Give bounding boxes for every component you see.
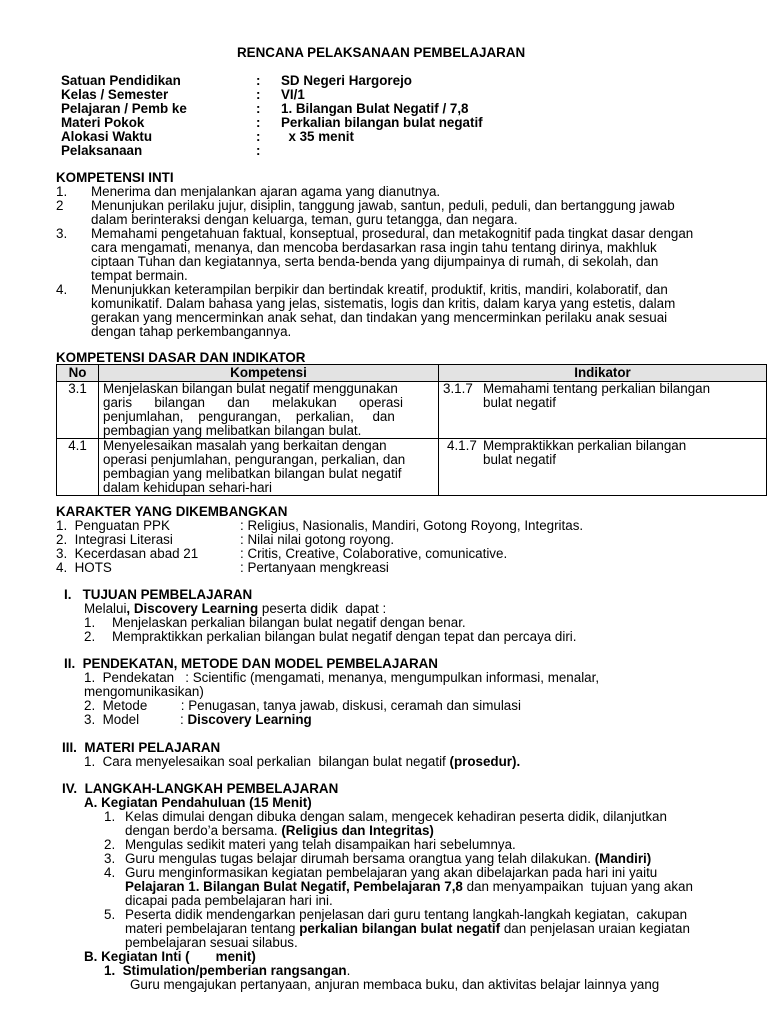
langkah-text: Guru mengulas tugas belajar dirumah bersama orangtua yang telah dilakukan.	[125, 851, 595, 866]
langkah-line: Kelas dimulai dengan dibuka dengan salam, mengecek kehadiran peserta didik, dilanjutkan	[125, 809, 667, 824]
langkah-line: Peserta didik mendengarkan penjelasan dari guru tentang langkah-langkah kegiatan, cakupan	[125, 907, 688, 922]
kd-kompetensi-line: pembagian yang melibatkan bilangan bulat negatif	[103, 466, 402, 481]
identity-value: 1. Bilangan Bulat Negatif / 7,8	[281, 101, 469, 116]
ki-line: Menerima dan menjalankan ajaran agama yang dianutnya.	[91, 184, 441, 199]
stimulation-heading	[104, 964, 350, 978]
tujuan-intro-text: peserta didik dapat :	[258, 601, 387, 616]
kd-indikator-line: Mempraktikkan perkalian bilangan	[483, 438, 687, 453]
identity-label: Pelaksanaan	[61, 143, 143, 158]
karakter-label: 4. HOTS	[56, 560, 112, 575]
langkah-num: 3.	[104, 851, 116, 866]
table-row	[57, 439, 767, 496]
identity-label: Materi Pokok	[61, 115, 145, 130]
karakter-heading: KARAKTER YANG DIKEMBANGKAN	[56, 504, 288, 519]
langkah-line	[125, 824, 434, 838]
kd-header-row	[57, 365, 767, 382]
ki-line: dengan tahap perkembangannya.	[91, 324, 292, 339]
kd-indikator-cell	[439, 382, 767, 439]
kd-indikator-line: bulat negatif	[483, 395, 556, 410]
identity-value: x 35 menit	[281, 129, 354, 144]
tujuan-heading: I. TUJUAN PEMBELAJARAN	[64, 587, 253, 602]
langkah-emphasis: Pelajaran 1. Bilangan Bulat Negatif, Pembelajaran 7,8	[125, 879, 463, 894]
kd-kompetensi-line: garis bilangan dan melakukan operasi	[103, 395, 403, 410]
tujuan-num: 2.	[84, 629, 96, 644]
kd-indikator-cell	[439, 439, 767, 496]
identity-colon: :	[256, 143, 261, 158]
tujuan-item: Menjelaskan perkalian bilangan bulat negatif dengan benar.	[112, 615, 466, 630]
langkah-num: 1.	[104, 809, 116, 824]
tujuan-intro-method: , Discovery Learning	[126, 601, 259, 616]
ki-line: ciptaan Tuhan dan kegiatannya, serta benda-benda yang dijumpainya di rumah, di sekolah, dan	[91, 254, 659, 269]
kd-no: 3.1	[57, 382, 99, 439]
karakter-label: 2. Integrasi Literasi	[56, 532, 173, 547]
tujuan-intro	[84, 602, 386, 616]
langkah-emphasis: perkalian bilangan bulat negatif	[299, 921, 501, 936]
langkah-line: dicapai pada pembelajaran hari ini.	[125, 893, 333, 908]
pendekatan-line: 2. Metode : Penugasan, tanya jawab, diskusi, ceramah dan simulasi	[84, 698, 521, 713]
ki-heading: KOMPETENSI INTI	[56, 170, 174, 185]
karakter-label: 3. Kecerdasan abad 21	[56, 546, 199, 561]
kd-header-kompetensi: Kompetensi	[99, 365, 439, 382]
pendekatan-model-value: Discovery Learning	[187, 712, 312, 727]
kd-table	[56, 364, 767, 496]
ki-num: 3.	[56, 226, 68, 241]
langkah-text: materi pembelajaran tentang	[125, 921, 300, 936]
stimulation-period: .	[346, 963, 351, 978]
kd-heading: KOMPETENSI DASAR DAN INDIKATOR	[56, 350, 306, 365]
tujuan-item: Mempraktikkan perkalian bilangan bulat negatif dengan tepat dan percaya diri.	[112, 629, 577, 644]
kd-kompetensi-line: dalam kehidupan sehari-hari	[103, 480, 272, 495]
stimulation-text: Guru mengajukan pertanyaan, anjuran membaca buku, dan aktivitas belajar lainnya yang	[130, 977, 660, 992]
kd-kompetensi-line: penjumlahan, pengurangan, perkalian, dan	[103, 409, 395, 424]
ki-num: 4.	[56, 282, 68, 297]
ki-line: Menunjukan perilaku jujur, disiplin, tanggung jawab, santun, peduli, peduli, dan bertanggung jawab	[91, 198, 675, 213]
ki-line: Menunjukkan keterampilan berpikir dan bertindak kreatif, produktif, kritis, mandiri, kolaboratif, dan	[91, 282, 668, 297]
langkah-text: dan penjelasan uraian kegiatan	[500, 921, 690, 936]
document-title: RENCANA PELAKSANAAN PEMBELAJARAN	[237, 45, 526, 60]
langkah-line: Mengulas sedikit materi yang telah disampaikan hari sebelumnya.	[125, 837, 516, 852]
kd-header-indikator: Indikator	[439, 365, 767, 382]
kd-kompetensi-line: Menjelaskan bilangan bulat negatif menggunakan	[103, 381, 398, 396]
identity-value: Perkalian bilangan bulat negatif	[281, 115, 483, 130]
kegiatan-inti-heading: B. Kegiatan Inti ( menit)	[84, 949, 256, 964]
kd-indikator-num: 3.1.7	[443, 381, 473, 396]
karakter-label: 1. Penguatan PPK	[56, 518, 170, 533]
pendekatan-heading: II. PENDEKATAN, METODE DAN MODEL PEMBELAJARAN	[64, 656, 438, 671]
tujuan-intro-text: Melalui	[84, 601, 127, 616]
kd-indikator-line: Memahami tentang perkalian bilangan	[483, 381, 711, 396]
kd-no: 4.1	[57, 439, 99, 496]
langkah-line: pembelajaran sesuai silabus.	[125, 935, 298, 950]
langkah-text: dan menyampaikan tujuan yang akan	[462, 879, 693, 894]
identity-label: Satuan Pendidikan	[61, 73, 181, 88]
langkah-line	[125, 852, 651, 866]
identity-colon: :	[256, 129, 261, 144]
identity-label: Alokasi Waktu	[61, 129, 153, 144]
kd-kompetensi-line: Menyelesaikan masalah yang berkaitan dengan	[103, 438, 387, 453]
langkah-line	[125, 880, 693, 894]
langkah-num: 2.	[104, 837, 116, 852]
table-row	[57, 382, 767, 439]
materi-text: 1. Cara menyelesaikan soal perkalian bilangan bulat negatif	[84, 754, 450, 769]
materi-item	[84, 755, 520, 769]
kd-kompetensi-cell	[99, 382, 439, 439]
identity-label: Pelajaran / Pemb ke	[61, 101, 187, 116]
langkah-line	[125, 922, 690, 936]
karakter-value: : Nilai nilai gotong royong.	[240, 532, 395, 547]
identity-colon: :	[256, 87, 261, 102]
pendekatan-model-label: 3. Model :	[84, 712, 188, 727]
kegiatan-pendahuluan-heading: A. Kegiatan Pendahuluan (15 Menit)	[84, 795, 312, 810]
pendekatan-model	[84, 713, 312, 727]
identity-colon: :	[256, 73, 261, 88]
identity-value: VI/1	[281, 87, 305, 102]
langkah-num: 5.	[104, 907, 116, 922]
kd-kompetensi-line: operasi penjumlahan, pengurangan, perkalian, dan	[103, 452, 406, 467]
langkah-emphasis: (Mandiri)	[594, 851, 652, 866]
kd-indikator-line: bulat negatif	[483, 452, 556, 467]
identity-colon: :	[256, 101, 261, 116]
ki-num: 1.	[56, 184, 68, 199]
identity-value: SD Negeri Hargorejo	[281, 73, 412, 88]
materi-heading: III. MATERI PELAJARAN	[62, 740, 221, 755]
karakter-value: : Pertanyaan mengkreasi	[240, 560, 389, 575]
ki-num: 2	[56, 198, 64, 213]
ki-line: gerakan yang mencerminkan anak sehat, dan tindakan yang mencerminkan perilaku anak sesuai	[91, 310, 668, 325]
ki-line: tempat bermain.	[91, 268, 188, 283]
materi-emphasis: (prosedur).	[449, 754, 521, 769]
kd-header-no: No	[57, 365, 99, 382]
karakter-value: : Critis, Creative, Colaborative, comunicative.	[240, 546, 508, 561]
tujuan-num: 1.	[84, 615, 96, 630]
identity-colon: :	[256, 115, 261, 130]
langkah-num: 4.	[104, 865, 116, 880]
langkah-heading: IV. LANGKAH-LANGKAH PEMBELAJARAN	[62, 781, 339, 796]
identity-label: Kelas / Semester	[61, 87, 169, 102]
ki-line: dalam berinteraksi dengan keluarga, teman, guru tetangga, dan negara.	[91, 212, 518, 227]
ki-line: komunikatif. Dalam bahasa yang jelas, sistematis, logis dan kritis, dalam karya yang estetis, dalam	[91, 296, 676, 311]
stimulation-title: 1. Stimulation/pemberian rangsangan	[104, 963, 347, 978]
ki-line: Memahami pengetahuan faktual, konseptual, prosedural, dan metakognitif pada tingkat dasar dengan	[91, 226, 694, 241]
kd-kompetensi-line: pembagian yang melibatkan bilangan bulat.	[103, 423, 362, 438]
langkah-line: Guru menginformasikan kegiatan pembelajaran yang akan dibelajarkan pada hari ini yaitu	[125, 865, 658, 880]
pendekatan-line: 1. Pendekatan : Scientific (mengamati, menanya, mengumpulkan informasi, menalar,	[84, 670, 600, 685]
pendekatan-line: mengomunikasikan)	[84, 684, 204, 699]
langkah-text: dengan berdo’a bersama.	[125, 823, 282, 838]
langkah-emphasis: (Religius dan Integritas)	[281, 823, 434, 838]
kd-kompetensi-cell	[99, 439, 439, 496]
karakter-value: : Religius, Nasionalis, Mandiri, Gotong Royong, Integritas.	[240, 518, 584, 533]
kd-indikator-num: 4.1.7	[447, 438, 477, 453]
ki-line: cara mengamati, menanya, dan mencoba berdasarkan rasa ingin tahu tentang dirinya, makhluk	[91, 240, 657, 255]
